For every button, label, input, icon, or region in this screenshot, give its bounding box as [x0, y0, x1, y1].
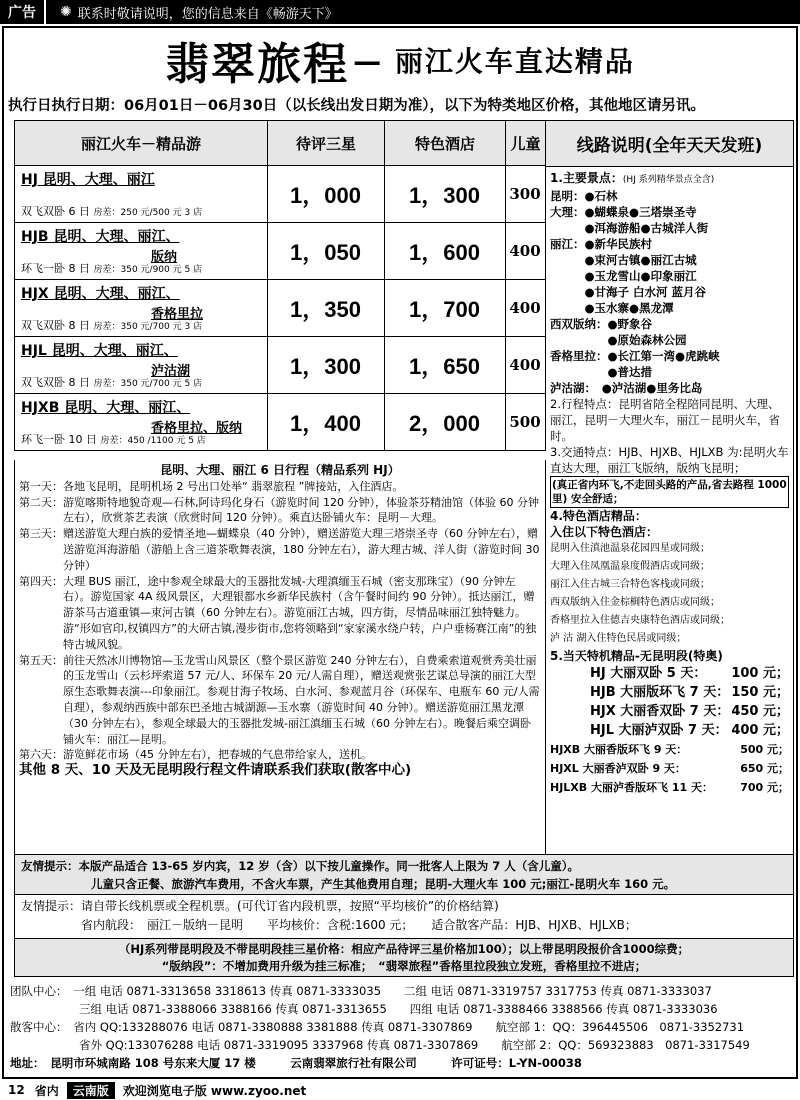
- page-footer: [0, 1080, 800, 1100]
- province-label: 省内: [34, 1083, 59, 1098]
- route-code: HJXB 昆明、大理、丽江、: [21, 400, 191, 416]
- table-row: [14, 223, 546, 280]
- transport-features: 3.交通特点：HJB、HJXB、HJLXB 为:昆明火车直达大理，丽江飞版纳，版纳飞昆明；: [550, 445, 789, 475]
- route-days: 双飞双卧 8 日: [21, 376, 90, 389]
- day-text: 游览鲜花市场（45 分钟左右），把春城的气息带给家人，送机。: [63, 748, 372, 762]
- route-desc: [21, 317, 202, 333]
- hotel-line: 丽江入住古城三合特色客栈或同级；: [550, 579, 710, 590]
- route-desc: [21, 260, 202, 276]
- route-code-2: 版纳: [151, 250, 178, 265]
- route-cell: [14, 394, 268, 450]
- hotel-title: 4.特色酒店精品：: [550, 509, 647, 523]
- table-row: [14, 280, 546, 337]
- spot-line: ●玉水寨●黑龙潭: [550, 301, 674, 315]
- day-text: 游览喀斯特地貌奇观—石林,阿诗玛化身石（游览时间 120 分钟），体验茶芬精油馆（体验 60 分钟左右），欣赏茶艺表演（欣赏时间 120 分钟）。乘直达卧铺火车：昆明－大理。: [63, 495, 539, 525]
- day-text: 赠送游览大理白族的爱情圣地—蝴蝶泉（40 分钟），赠送游览大理三塔崇圣寺（60 分钟左右），赠送游览洱海游船（游船上含三道茶歌舞表演，180 分钟左右），游大理古城、洋人街（游览时间 30 分钟）: [63, 527, 540, 572]
- table-row: [14, 166, 546, 223]
- special-name: HJL 大丽泸双卧 7 天：: [590, 723, 728, 738]
- brand-name: 翡翠旅程: [165, 39, 350, 90]
- room-diff: 房差：450 /1100 元 5 店: [100, 436, 206, 446]
- route-days: 双飞双卧 6 日: [21, 205, 90, 218]
- page-title: [0, 30, 800, 90]
- spot-line: ●普达措: [550, 365, 653, 379]
- spot-line: ●原始森林公园: [550, 333, 687, 347]
- special-price: 100 元；: [731, 666, 789, 681]
- special-price: 400 元；: [731, 723, 789, 738]
- special-line: [550, 683, 789, 702]
- contact-line: 团队中心： 一组 电话 0871-3313658 3318613 传真 0871-3333035 二组 电话 0871-3319757 3317753 传真 0871-3333037: [10, 984, 712, 998]
- execution-dates: 执行日执行日期：06月01日－06月30日（以长线出发日期为准），以下为特类地区价格，其他地区请另讯。: [8, 98, 705, 114]
- contact-line: 省外 QQ:133076288 电话 0871-3319095 3337968 传真 0871-3307869 航空部 2：QQ：569323883 0871-3317549: [10, 1038, 750, 1052]
- price-child: 500: [505, 394, 546, 450]
- price-hotel: 1，650: [384, 337, 506, 393]
- edition-label: 云南版: [67, 1082, 115, 1099]
- transport-highlight: (真正省内环飞,不走回头路的产品,省去路程 1000 里) 安全舒适；: [550, 476, 789, 508]
- spot-line: 丽江：●新华民族村: [550, 237, 653, 251]
- route-code-2: 泸沽湖: [151, 364, 191, 379]
- source-notice: ✺ 联系时敬请说明，您的信息来自《畅游天下》: [60, 4, 338, 22]
- price-child: 400: [505, 280, 546, 336]
- price-three-star: 1，000: [267, 166, 385, 222]
- route-code: HJ 昆明、大理、丽江: [21, 172, 155, 188]
- special-line: [550, 778, 789, 797]
- day-label: 第三天：: [19, 527, 63, 541]
- spots-note: (HJ 系列精华景点全含): [622, 175, 715, 185]
- itinerary-day: [19, 479, 541, 495]
- route-cell: [14, 223, 268, 279]
- price-child: 400: [505, 337, 546, 393]
- special-title: 5.当天特机精品-无昆明段(特奥): [550, 649, 723, 663]
- special-name: HJXL 大丽香泸双卧 9 天：: [550, 762, 686, 775]
- route-cell: [14, 166, 268, 222]
- room-diff: 房差：350 元/700 元 5 店: [93, 379, 203, 389]
- route-notes: [546, 120, 794, 855]
- special-line: [550, 664, 789, 683]
- special-price: 700 元；: [740, 781, 789, 794]
- itinerary-day: [19, 495, 541, 527]
- price-child: 300: [505, 166, 546, 222]
- header-hotel: 特色酒店: [384, 120, 506, 166]
- special-name: HJ 大丽双卧 5 天：: [590, 666, 707, 681]
- price-hotel: 2，000: [384, 394, 506, 450]
- special-name: HJLXB 大丽泸香版环飞 11 天：: [550, 781, 713, 794]
- price-three-star: 1，050: [267, 223, 385, 279]
- header-route: 丽江火车－精品游: [14, 120, 268, 166]
- hotel-line: 泸 沽 湖入住特色民居或同级；: [550, 633, 687, 644]
- route-cell: [14, 280, 268, 336]
- day-label: 第一天：: [19, 479, 63, 493]
- room-diff: 房差：350 元/700 元 3 店: [93, 322, 203, 332]
- website-link[interactable]: 欢迎浏览电子版 www.zyoo.net: [122, 1083, 307, 1098]
- price-hotel: 1，700: [384, 280, 506, 336]
- route-features: 2.行程特点：昆明省陪全程陪同昆明、大理、丽江，昆明－大理火车，丽江－昆明火车，省时。: [550, 397, 780, 443]
- address-line: 地址： 昆明市环城南路 108 号东来大厦 17 楼 云南翡翠旅行社有限公司 许可证号：L-YN-00038: [10, 1056, 582, 1070]
- price-three-star: 1，300: [267, 337, 385, 393]
- header-child: 儿童: [505, 120, 546, 166]
- spots-title: 1.主要景点：: [550, 171, 623, 185]
- itinerary-box: [14, 460, 546, 855]
- route-days: 环飞一卧 10 日: [21, 433, 97, 446]
- spot-line: ●洱海游船●古城洋人街: [550, 221, 709, 235]
- contacts: [10, 982, 794, 1072]
- header-three-star: 待评三星: [267, 120, 385, 166]
- friendly-tip-2: 友情提示：请自带长线机票或全程机票。(可代订省内段机票，按照“平均核价”的价格结算) 省内航段： 丽江－版纳－昆明 平均核价：含税:1600 元； 适合散客产品：HJB、HJXB、HJLXB；: [14, 895, 794, 939]
- table-row: [14, 337, 546, 394]
- route-desc: [21, 431, 206, 447]
- route-code-2: 香格里拉: [151, 307, 204, 322]
- route-desc: [21, 203, 202, 219]
- special-price: 500 元；: [740, 743, 789, 756]
- route-cell: [14, 337, 268, 393]
- hotel-line: 西双版纳入住金棕榈特色酒店或同级；: [550, 597, 720, 608]
- spot-line: 泸沽湖： ●泸沽湖●里务比岛: [550, 381, 703, 395]
- room-diff: 房差：250 元/500 元 3 店: [93, 208, 203, 218]
- contact-line: 散客中心： 省内 QQ:133288076 电话 0871-3380888 3381888 传真 0871-3307869 航空部 1：QQ：396445506 0871-3352731: [10, 1020, 745, 1034]
- hotel-line: 昆明入住滇池温泉花园四星或同级；: [550, 543, 710, 554]
- hotel-line: 大理入住凤凰温泉度假酒店或同级；: [550, 561, 710, 572]
- ad-tag: 广告: [0, 0, 46, 24]
- spot-line: ●甘海子 白水河 蓝月谷: [550, 285, 707, 299]
- route-days: 双飞双卧 8 日: [21, 319, 90, 332]
- price-hotel: 1，300: [384, 166, 506, 222]
- special-price: 450 元；: [731, 704, 789, 719]
- itinerary-footer: 其他 8 天、10 天及无昆明段行程文件请联系我们获取(散客中心): [19, 762, 412, 779]
- title-sub: — 丽江火车直达精品: [353, 45, 635, 78]
- day-text: 大理 BUS 丽江，途中参观全球最大的玉器批发城-大理滇缅玉石城（密支那珠宝）（90 分钟左右）。游览国家 4A 级风景区，大理银都水乡新华民族村（含午餐时间约 90 分钟）。抵达丽江，赠游茶马古道重镇—束河古镇（60 分钟左右）。游览丽江古城，四方街，尽情品味丽江独特魅力。游“形如官印,权镇四方”的大研古镇,漫步街市,您将领略到“家家溪水绕户转，户户垂杨赛江南”的独特古城风貌。: [63, 574, 537, 651]
- hotel-line: 香格里拉入住德吉央康特色酒店或同级；: [550, 615, 730, 626]
- route-code: HJX 昆明、大理、丽江、: [21, 286, 180, 302]
- itinerary-day: [19, 747, 541, 763]
- itinerary-day: [19, 526, 541, 573]
- itinerary-heading: 昆明、大理、丽江 6 日行程（精品系列 HJ）: [160, 463, 400, 477]
- itinerary-day: [19, 574, 541, 653]
- price-three-star: 1，350: [267, 280, 385, 336]
- special-name: HJXB 大丽香版环飞 9 天：: [550, 743, 688, 756]
- spot-line: 大理：●蝴蝶泉●三塔崇圣寺: [550, 205, 697, 219]
- special-line: [550, 740, 789, 759]
- sun-icon: ✺: [60, 4, 72, 20]
- page-number: 12: [8, 1083, 25, 1097]
- day-label: 第二天：: [19, 495, 63, 509]
- special-price: 650 元；: [740, 762, 789, 775]
- price-notice: （HJ系列带昆明段及不带昆明段挂三星价格：相应产品待评三星价格加100）；以上带昆明段报价含1000综费； “版纳段”：不增加费用升级为挂三标准； “翡翠旅程”香格里拉段独立发班，香格里拉不进店；: [14, 939, 794, 977]
- top-banner: [0, 0, 800, 24]
- spot-line: 昆明：●石林: [550, 189, 618, 203]
- special-line: [550, 702, 789, 721]
- route-code: HJB 昆明、大理、丽江、: [21, 229, 180, 245]
- hotel-subtitle: 入住以下特色酒店：: [550, 525, 659, 539]
- spot-line: ●束河古镇●丽江古城: [550, 253, 697, 267]
- day-label: 第四天：: [19, 574, 63, 588]
- price-three-star: 1，400: [267, 394, 385, 450]
- spot-line: 香格里拉：●长江第一湾●虎跳峡: [550, 349, 720, 363]
- route-days: 环飞一卧 8 日: [21, 262, 90, 275]
- special-line: [550, 721, 789, 740]
- route-code-2: 香格里拉、版纳: [151, 421, 243, 436]
- price-child: 400: [505, 223, 546, 279]
- contact-line: 三组 电话 0871-3388066 3388166 传真 0871-3313655 四组 电话 0871-3388466 3388566 传真 0871-3333036: [10, 1002, 718, 1016]
- route-notes-heading: 线路说明(全年天天发班): [546, 121, 793, 167]
- special-name: HJX 大丽香双卧 7 天：: [590, 704, 730, 719]
- route-desc: [21, 374, 202, 390]
- route-code: HJL 昆明、大理、丽江、: [21, 343, 178, 359]
- day-text: 前往天然冰川博物馆—玉龙雪山风景区（整个景区游览 240 分钟左右），自费乘索道观赏秀美壮丽的玉龙雪山（云杉坪索道 57 元/人、环保车 20 元/人需自理），赠送观赏张艺谋总导演的丽江大型原生态歌舞表演---印象丽江。参观甘海子牧场、白水河、参观蓝月谷（环保车、电瓶车 60 元/人需自理），参观纳西族中部东巴圣地古城湖源—玉水寨（游览时间 40 分钟）。赠送游览丽江黑龙潭（30 分钟左右），参观全球最大的玉器批发城-丽江滇缅玉石城（60 分钟左右）。晚餐后乘空调卧铺火车：丽江—昆明。: [63, 653, 540, 746]
- day-label: 第六天：: [19, 748, 63, 762]
- day-label: 第五天：: [19, 653, 63, 667]
- table-row: [14, 394, 546, 451]
- special-price: 150 元；: [731, 685, 789, 700]
- price-hotel: 1，600: [384, 223, 506, 279]
- friendly-tip-1: 友情提示：本版产品适合 13-65 岁内宾，12 岁（含）以下按儿童操作。同一批客人上限为 7 人（含儿童）。 儿童只含正餐、旅游汽车费用，不含火车票，产生其他费用自理；昆明-大理火车 100 元;丽江-昆明火车 160 元。: [14, 855, 794, 895]
- special-line: [550, 759, 789, 778]
- spot-line: ●玉龙雪山●印象丽江: [550, 269, 697, 283]
- day-text: 各地飞昆明，昆明机场 2 号出口处举“ 翡翠旅程 ”牌接站，入住酒店。: [63, 479, 404, 493]
- special-name: HJB 大丽版环飞 7 天：: [590, 685, 730, 700]
- spot-line: 西双版纳：●野象谷: [550, 317, 653, 331]
- room-diff: 房差：350 元/900 元 5 店: [93, 265, 203, 275]
- itinerary-day: [19, 653, 541, 748]
